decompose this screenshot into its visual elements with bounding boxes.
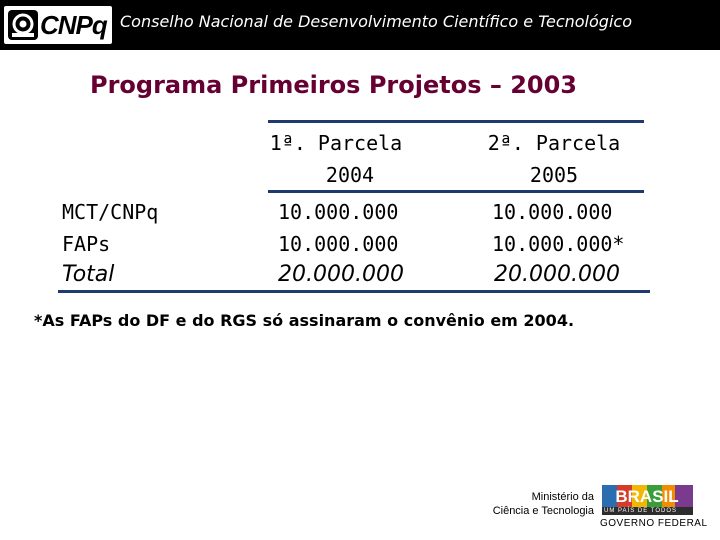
cnpq-emblem-icon [7, 9, 39, 41]
slide-title: Programa Primeiros Projetos – 2003 [90, 71, 577, 99]
column-header-1-line2: 2004 [325, 163, 375, 187]
cell-total-2004: 20.000.000 [278, 262, 404, 287]
footnote: *As FAPs do DF e do RGS só assinaram o convênio em 2004. [34, 311, 575, 330]
column-header-1-line1: 1ª. Parcela [269, 131, 403, 155]
brasil-tagline: UM PAÍS DE TODOS [604, 508, 678, 514]
cell-total-2005: 20.000.000 [494, 262, 620, 287]
cell-mct-cnpq-2005: 10.000.000 [492, 200, 613, 224]
header-bar [0, 0, 720, 50]
header-title: Conselho Nacional de Desenvolvimento Científico e Tecnológico [120, 12, 632, 31]
table-bottom-rule [58, 290, 650, 293]
ministry-line-2: Ciência e Tecnologia [492, 505, 594, 517]
cnpq-logo-text: CNPq [40, 10, 107, 40]
row-label-mct-cnpq: MCT/CNPq [62, 200, 159, 224]
column-header-2-line1: 2ª. Parcela [487, 131, 621, 155]
column-divider-rule [268, 190, 644, 193]
ministry-label [460, 490, 594, 518]
government-label: GOVERNO FEDERAL [600, 518, 708, 529]
ministry-line-1: Ministério da [531, 491, 594, 503]
cnpq-logo [4, 6, 112, 44]
cell-faps-2004: 10.000.000 [278, 232, 399, 256]
cell-mct-cnpq-2004: 10.000.000 [278, 200, 399, 224]
brasil-logo-text: BRASIL [615, 487, 679, 506]
row-label-faps: FAPs [62, 232, 111, 256]
table-top-rule [268, 120, 644, 123]
cell-faps-2005: 10.000.000* [492, 232, 625, 256]
row-label-total: Total [62, 262, 115, 287]
column-header-2-line2: 2005 [529, 163, 579, 187]
